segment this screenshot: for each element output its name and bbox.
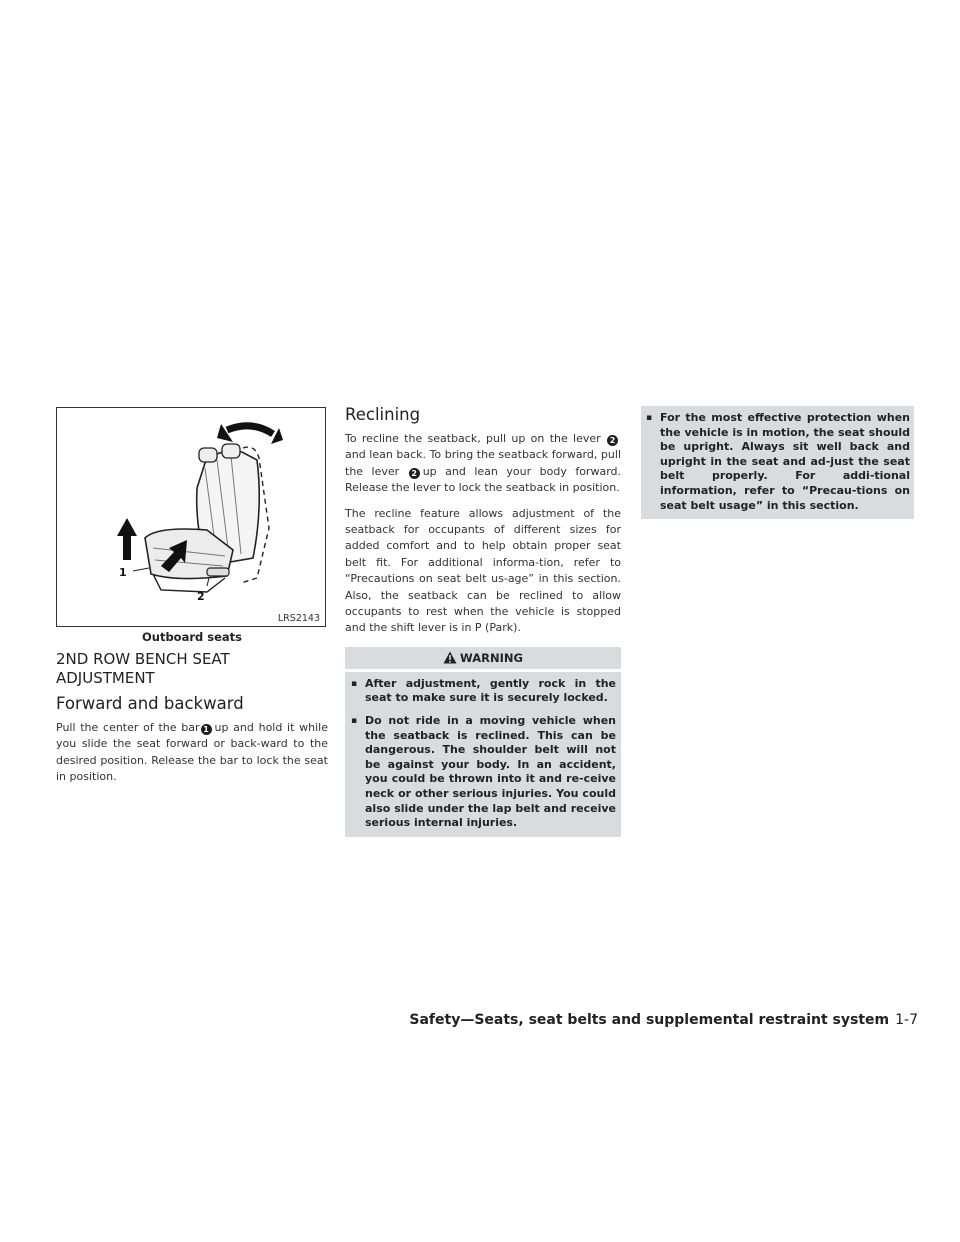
figure-code: LRS2143 xyxy=(277,613,320,624)
page-footer xyxy=(409,1012,918,1028)
seat-drawing xyxy=(57,408,325,626)
section-heading: 2ND ROW BENCH SEAT ADJUSTMENT xyxy=(56,650,230,687)
seat-illustration xyxy=(56,407,326,627)
warning-item: ▪ Do not ride in a moving vehicle when the seatback is reclined. This can be dangerous. The shoulder belt will not be against your body. In an accident, you could be thrown into it and re-ceive neck or other serious injuries. You could also slide under the lap belt and receive serious internal injuries. xyxy=(350,714,616,831)
recline-arrow xyxy=(227,426,273,434)
ref-circle-2b: 2 xyxy=(409,468,420,479)
figure-caption: Outboard seats xyxy=(141,630,242,644)
warning-icon xyxy=(443,651,457,664)
callout-1: 1 xyxy=(119,566,127,579)
warning-box-continued xyxy=(641,406,914,519)
warning-item: ▪ After adjustment, gently rock in the seat to make sure it is securely locked. xyxy=(350,677,616,706)
warning-item: ▪ For the most effective protection when the vehicle is in motion, the seat should be upright. Always sit well back and upright in the seat and ad-just the seat belt properly. For addi-tional information, refer to “Precau-tions on seat belt usage” in this section. xyxy=(645,411,910,513)
callout-2: 2 xyxy=(197,590,205,603)
arrow-1 xyxy=(117,518,137,560)
warning-header xyxy=(345,647,621,669)
subheading-forward-backward: Forward and backward xyxy=(56,694,244,713)
warning-label: WARNING xyxy=(460,650,523,665)
page-number: 1-7 xyxy=(895,1012,918,1028)
warning-box xyxy=(345,672,621,837)
footer-section-title: Safety—Seats, seat belts and supplemental restraint system xyxy=(409,1012,890,1028)
ref-circle-1: 1 xyxy=(201,724,212,735)
paragraph-recline-feature: The recline feature allows adjustment of the seatback for occupants of different sizes for added comfort and to help obtain proper seat belt fit. For additional informa-tion, refer to “Precautions on seat belt us-age” in this section. Also, the seatback can be reclined to allow occupants to rest when the vehicle is stopped and the shift lever is in P (Park). xyxy=(345,506,621,635)
left-column xyxy=(56,407,328,795)
ref-circle-2a: 2 xyxy=(607,435,618,446)
right-column xyxy=(641,406,914,519)
paragraph-recline-steps: To recline the seatback, pull up on the lever 2and lean back. To bring the seatback forward, pull the lever 2 up and lean your body forward. Release the lever to lock the seatback in position. xyxy=(345,432,622,495)
paragraph-forward-backward: Pull the center of the bar 1 up and hold it while you slide the seat forward or back-ward to the desired position. Release the bar to lock the seat in position. xyxy=(56,721,329,784)
middle-column xyxy=(345,402,621,837)
subheading-reclining: Reclining xyxy=(345,405,421,424)
